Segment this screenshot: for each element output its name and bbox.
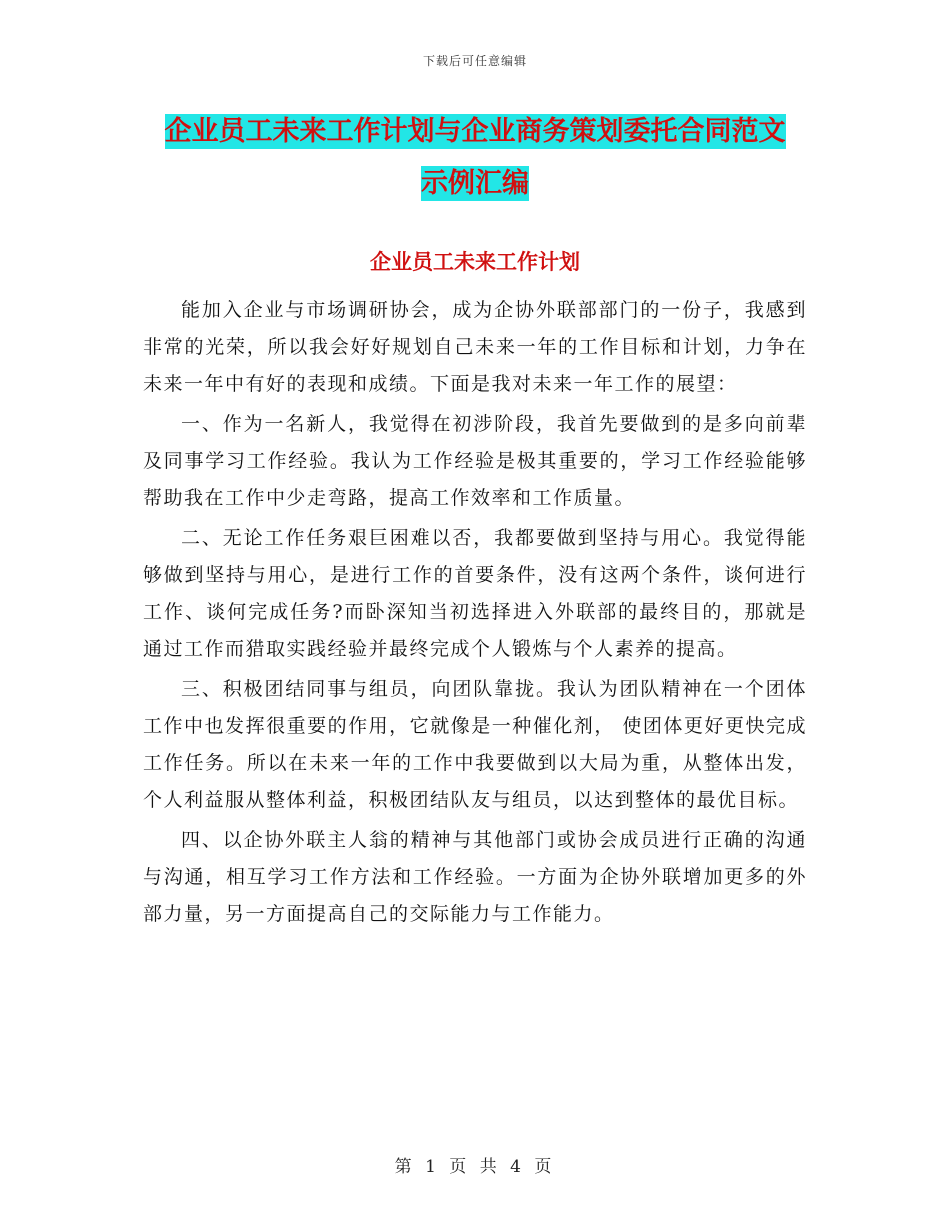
document-title-line1: 企业员工未来工作计划与企业商务策划委托合同范文 — [164, 116, 786, 147]
document-title — [145, 106, 805, 210]
section-title: 企业员工未来工作计划 — [370, 250, 580, 274]
document-title-line2: 示例汇编 — [421, 168, 529, 199]
header-note: 下载后可任意编辑 — [422, 54, 527, 68]
paragraph-point-2: 二、无论工作任务艰巨困难以否，我都要做到坚持与用心。我觉得能够做到坚持与用心，是进行工作的首要条件，没有这两个条件，谈何进行工作、谈何完成任务?而卧深知当初选择进入外联部的最终目的，那就是通过工作而猎取实践经验并最终完成个人锻炼与个人素养的提高。 — [143, 527, 807, 660]
page-number: 第 1 页 共 4 页 — [394, 1157, 556, 1177]
paragraph-intro: 能加入企业与市场调研协会，成为企协外联部部门的一份子，我感到非常的光荣，所以我会好好规划自己未来一年的工作目标和计划，力争在未来一年中有好的表现和成绩。下面是我对未来一年工作的展望： — [143, 299, 807, 395]
document-body — [143, 292, 807, 933]
paragraph-point-3: 三、积极团结同事与组员，向团队靠拢。我认为团队精神在一个团体工作中也发挥很重要的作用，它就像是一种催化剂， 使团体更好更快完成工作任务。所以在未来一年的工作中我要做到以大局为重，从整体出发，个人利益服从整体利益，积极团结队友与组员，以达到整体的最优目标。 — [143, 678, 807, 811]
paragraph-point-4: 四、以企协外联主人翁的精神与其他部门或协会成员进行正确的沟通与沟通，相互学习工作方法和工作经验。一方面为企协外联增加更多的外部力量，另一方面提高自己的交际能力与工作能力。 — [143, 829, 807, 925]
paragraph-point-1: 一、作为一名新人，我觉得在初涉阶段，我首先要做到的是多向前辈及同事学习工作经验。我认为工作经验是极其重要的，学习工作经验能够帮助我在工作中少走弯路，提高工作效率和工作质量。 — [143, 413, 807, 509]
